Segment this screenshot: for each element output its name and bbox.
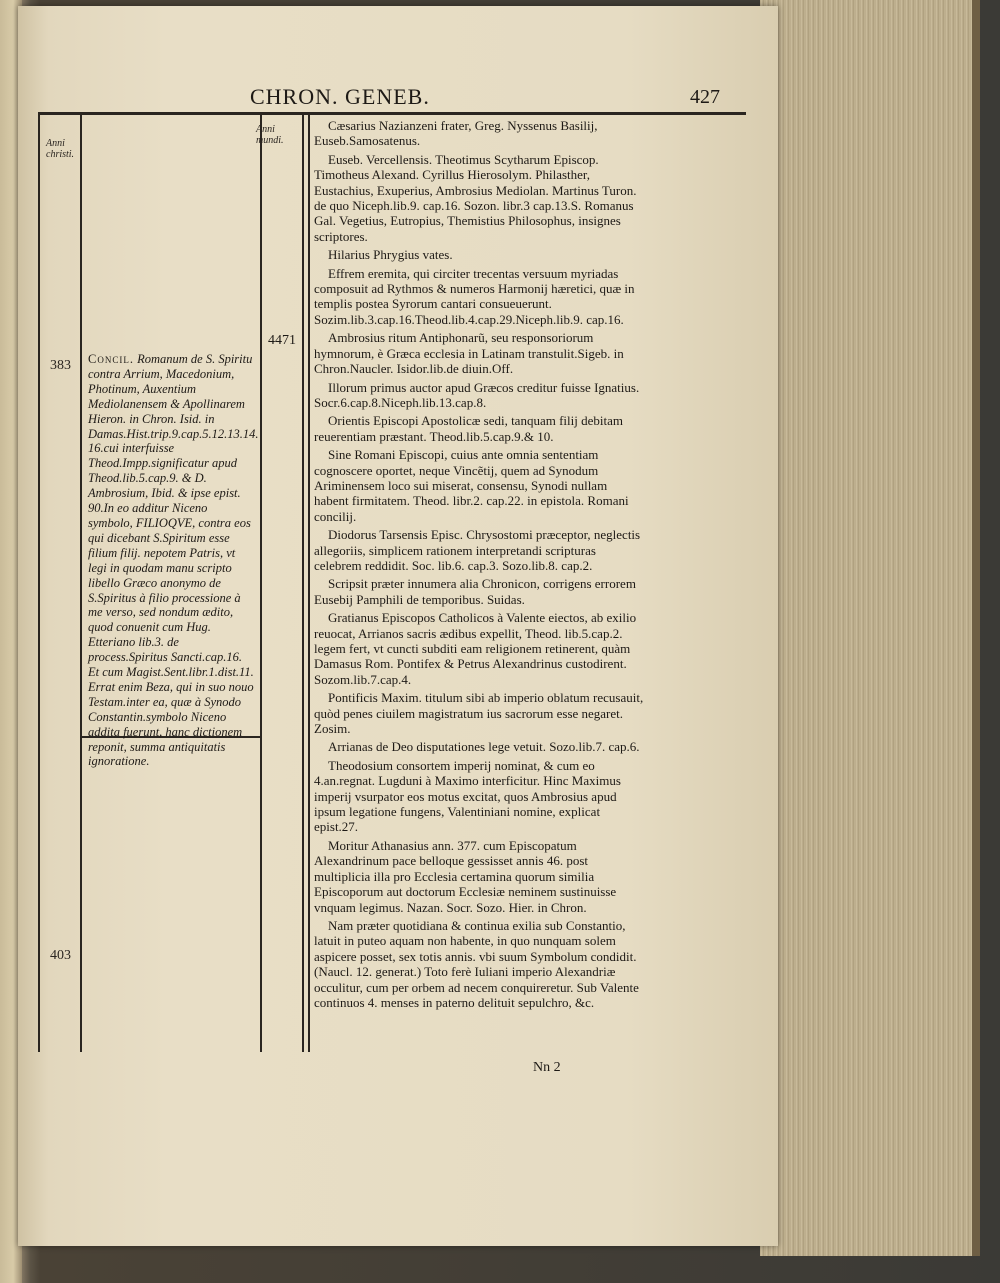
paragraph: Moritur Athanasius ann. 377. cum Episcopatum Alexandrinum pace belloque gessisset annis 46. post multiplicia illa pro Ecclesia certamina quorum similia Episcoporum aut doctorum Ecclesiæ neminem sustinuisse vnquam legimus. Nazan. Socr. Sozo. Hier. in Chron. [314, 837, 617, 915]
anni-mundi-column-rule [302, 112, 304, 1052]
paragraph: Euseb. Vercellensis. Theotimus Scytharum Episcop. Timotheus Alexand. Cyrillus Hierosolym. Philasther, Eustachius, Exuperius, Ambrosius Mediolan. Martinus Turon. de quo Niceph.lib.9. cap.16. Sozon. libr.3 cap.13.S. Romanus Gal. Vegetius, Eutropius, Themistius Philosophus, insignes scriptores. [314, 151, 637, 244]
paragraph: Hilarius Phrygius vates. [328, 247, 453, 263]
signature-mark: Nn 2 [533, 1060, 561, 1075]
year-403: 403 [50, 948, 71, 963]
paragraph: Arrianas de Deo disputationes lege vetuit. Sozo.lib.7. cap.6. [328, 739, 640, 755]
paragraph: Effrem eremita, qui circiter trecentas versuum myriadas composuit ad Rythmos & numeros Harmonij hæretici, quæ in templis postea Syrorum cantari consueuerunt. Sozim.lib.3.cap.16.Theod.lib.4.cap.29.Niceph.lib.9. cap.16. [314, 265, 635, 327]
paragraph: Gratianus Episcopos Catholicos à Valente eiectos, ab exilio reuocat, Arrianos sacris ædibus expellit, Theod. lib.5.cap.2. legem fert, vt cuncti subditi eam religionem retinerent, quàm Damasus Rom. Pontifex & Petrus Alexandrinus custodirent. Sozom.lib.7.cap.4. [314, 610, 637, 687]
paragraph: Scripsit præter innumera alia Chronicon, corrigens errorem Eusebij Pamphili de temporibus. Suidas. [314, 576, 636, 607]
paragraph: Orientis Episcopi Apostolicæ sedi, tanquam filij debitam reuerentiam præstant. Theod.lib.5.cap.9.& 10. [314, 413, 623, 444]
anni-christi-column-rule [80, 112, 82, 1052]
paragraph: Cæsarius Nazianzeni frater, Greg. Nyssenus Basilij, Euseb.Samosatenus. [314, 118, 598, 149]
year-383: 383 [50, 358, 71, 373]
anni-mundi-heading: Anni mundi. [256, 124, 284, 146]
book-fore-edge [760, 0, 980, 1256]
header-rule [38, 112, 746, 115]
main-chronicle-text [314, 118, 644, 1013]
left-border-rule [38, 112, 40, 1052]
paragraph: Diodorus Tarsensis Episc. Chrysostomi præceptor, neglectis allegoriis, simplicem rationem interpretandi scripturas celebrem reddidit. Soc. lib.6. cap.3. Sozo.lib.8. cap.2. [314, 527, 641, 573]
paragraph: Nam præter quotidiana & continua exilia sub Constantio, latuit in puteo aquam non habente, in quo nunquam solem aspicere posset, sex totis annis. vbi suum Symbolum condidit. (Naucl. 12. generat.) Toto ferè Iuliani imperio Alexandriæ occulitur, cum per orbem ad necem conquireretur. Sub Valente continuos 4. menses in paterno delituit sepulchro, &c. [314, 917, 639, 1010]
page-number: 427 [690, 86, 720, 108]
running-head: CHRON. GENEB. [250, 84, 430, 109]
council-text: Romanum de S. Spiritu contra Arrium, Macedonium, Photinum, Auxentium Mediolanensem & Apollinarem Hieron. in Chron. Isid. in Damas.Hist.trip.9.cap.5.12.13.14. 16.cui interfuisse Theod.Impp.significatur apud Theod.lib.5.cap.9. & D. Ambrosium, Ibid. & ipse epist. 90.In eo additur Niceno symbolo, FILIOQVE, contra eos qui dicebant S.Spiritum esse filium filij. nepotem Patris, vt legi in quodam manu scripto libello Græco anonymo de S.Spiritus à filio processione à me verso, sed nondum ædito, quod conuenit cum Hug. Etteriano lib.3. de process.Spiritus Sancti.cap.16. Et cum Magist.Sent.libr.1.dist.11. Errat enim Beza, qui in suo nouo Testam.inter ea, quæ à Synodo Constantin.symbolo Niceno addita fuerunt, hanc dictionem reponit, summa antiquitatis ignoratione. [88, 352, 259, 769]
paragraph: Pontificis Maxim. titulum sibi ab imperio oblatum recusauit, quòd penes ciuilem magistratum ius sacrorum esse negaret. Zosim. [314, 690, 644, 737]
year-4471: 4471 [268, 333, 296, 348]
paragraph: Illorum primus auctor apud Græcos creditur fuisse Ignatius. Socr.6.cap.8.Niceph.lib.13.cap.8. [314, 379, 640, 410]
paragraph: Ambrosius ritum Antiphonarũ, seu responsoriorum hymnorum, è Græca ecclesia in Latinam transtulit.Sigeb. in Chron.Naucler. Isidor.lib.de diuin.Off. [314, 330, 624, 377]
anni-christi-heading: Anni christi. [46, 138, 75, 160]
council-heading: Concil. [88, 352, 134, 366]
left-entry-column-rule [260, 112, 262, 1052]
main-column-rule [308, 112, 310, 1052]
council-entry [88, 352, 259, 769]
paragraph: Sine Romani Episcopi, cuius ante omnia sententiam cognoscere oportet, neque Vincẽtij, quem ad Synodum Ariminensem loco sui miserat, consensu, Synodi nullam habent firmitatem. Theod. libr.2. cap.22. in epistola. Romani concilij. [314, 447, 629, 524]
paragraph: Theodosium consortem imperij nominat, & cum eo 4.an.regnat. Lugduni à Maximo interficitur. Hinc Maximus imperij vsurpator eos motus excitat, quos Ambrosius apud ipsum legatione fungens, Valentiniani nomine, explicat epist.27. [314, 757, 621, 835]
